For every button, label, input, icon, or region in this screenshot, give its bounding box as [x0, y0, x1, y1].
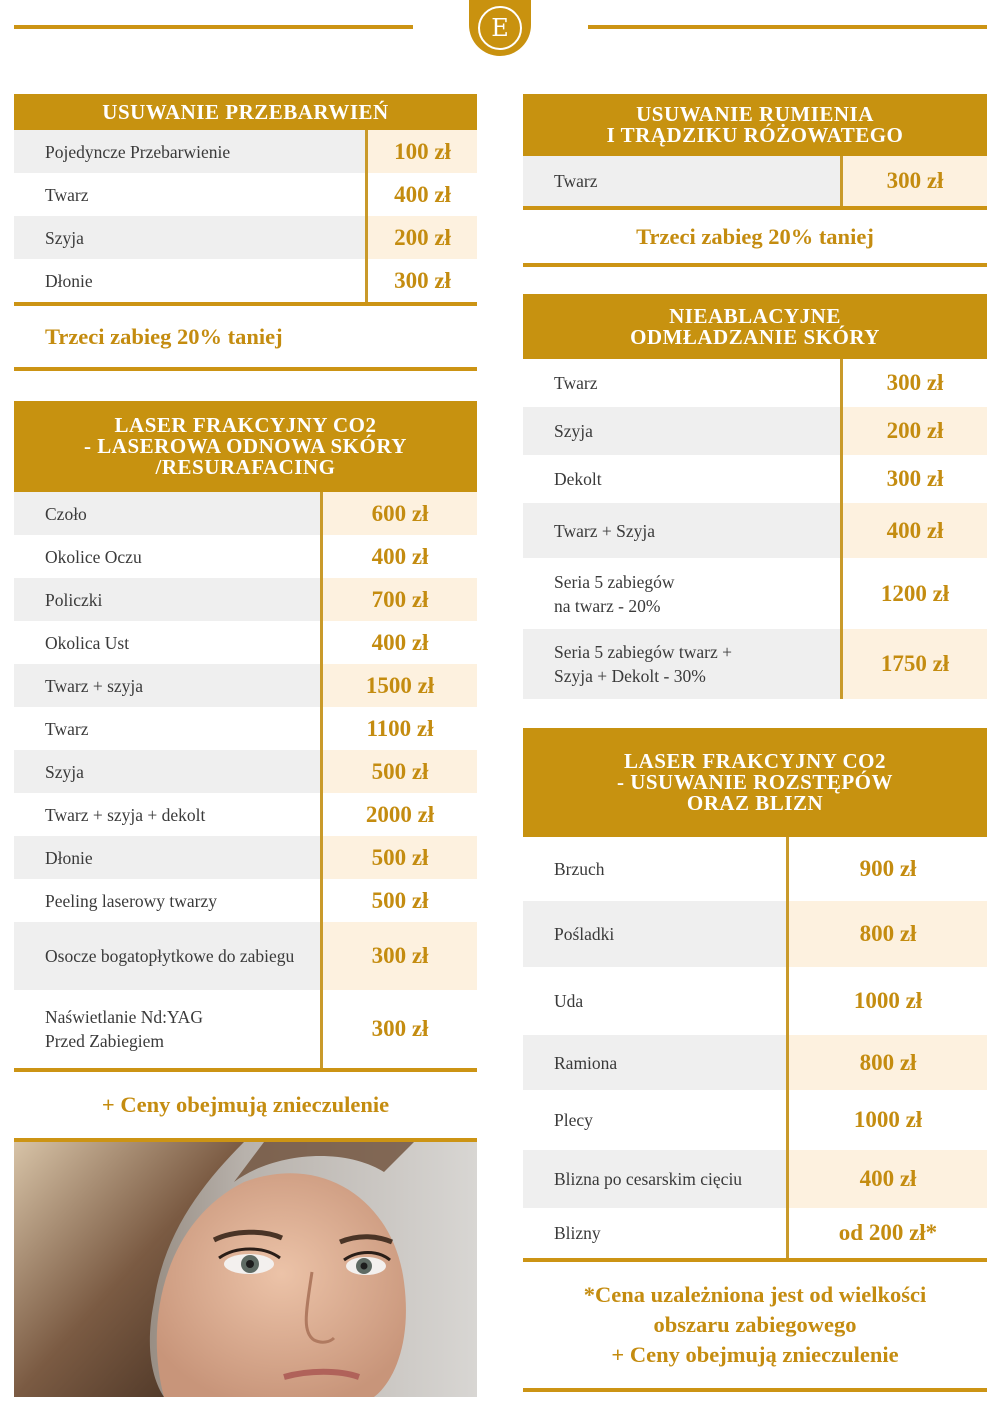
price-row [523, 901, 987, 967]
section-divider [523, 1388, 987, 1392]
row-name: Szyja [45, 227, 84, 248]
price-row [523, 967, 987, 1035]
row-name: Naświetlanie Nd:YAG Przed Zabiegiem [45, 1007, 203, 1051]
price-row [14, 664, 477, 707]
row-price: 300 zł [840, 359, 987, 407]
row-name: Blizny [554, 1223, 601, 1243]
row-name: Seria 5 zabiegów twarz + Szyja + Dekolt - 30% [554, 642, 732, 686]
price-row [14, 259, 477, 302]
price-row [523, 837, 987, 901]
section-divider [14, 367, 477, 371]
title-line: - LASEROWA ODNOWA SKÓRY [84, 434, 407, 458]
price-row [14, 836, 477, 879]
row-price: 400 zł [840, 503, 987, 558]
price-row [14, 990, 477, 1068]
price-row [14, 793, 477, 836]
footnote-line: + Ceny obejmują znieczulenie [611, 1342, 899, 1367]
price-row [14, 750, 477, 793]
row-name: Czoło [45, 503, 87, 524]
row-price: 100 zł [365, 130, 477, 173]
section-rozstepy [523, 728, 987, 1392]
footnote-line: *Cena uzależniona jest od wielkości [583, 1282, 927, 1307]
row-price: 400 zł [320, 535, 477, 578]
section-title [523, 94, 987, 156]
logo-badge [469, 0, 531, 56]
row-name: Ramiona [554, 1052, 618, 1073]
row-price: 600 zł [320, 492, 477, 535]
price-row [14, 578, 477, 621]
title-line: /RESURAFACING [155, 455, 336, 479]
discount-note: Trzeci zabieg 20% taniej [45, 323, 283, 349]
row-price: od 200 zł* [786, 1208, 987, 1258]
row-name: Twarz [554, 373, 598, 393]
section-przebarwienia [14, 94, 477, 371]
row-price: 1000 zł [786, 967, 987, 1035]
price-row [14, 621, 477, 664]
row-price: 200 zł [840, 407, 987, 455]
row-name: Pojedyncze Przebarwienie [45, 141, 231, 162]
row-name: Okolica Ust [45, 632, 130, 653]
section-title [523, 728, 987, 837]
row-price: 1750 zł [840, 629, 987, 699]
price-row [523, 1035, 987, 1090]
row-name: Twarz + szyja [45, 675, 144, 696]
row-price: 400 zł [365, 173, 477, 216]
portrait-photo [14, 1142, 477, 1397]
row-price: 800 zł [786, 901, 987, 967]
anesthesia-note: + Ceny obejmują znieczulenie [101, 1092, 390, 1117]
section-title [523, 294, 987, 359]
price-row [523, 629, 987, 699]
row-price: 900 zł [786, 837, 987, 901]
row-name: Okolice Oczu [45, 546, 142, 567]
row-price: 300 zł [840, 455, 987, 503]
row-name: Twarz [45, 718, 89, 739]
logo-letter: E [478, 6, 522, 50]
row-name: Brzuch [554, 859, 605, 879]
row-price: 2000 zł [320, 793, 477, 836]
price-row [523, 558, 987, 629]
row-name: Dłonie [45, 270, 93, 291]
row-name: Szyja [554, 421, 593, 441]
section-resurfacing [14, 401, 477, 1142]
title-line: NIEABLACYJNE [669, 303, 841, 328]
price-row [14, 922, 477, 990]
top-line-left [14, 25, 413, 29]
section-rumien [523, 94, 987, 267]
price-row [523, 359, 987, 407]
price-row [14, 173, 477, 216]
title-line: ORAZ BLIZN [686, 791, 824, 815]
title-line: ODMŁADZANIE SKÓRY [630, 324, 880, 349]
price-row [14, 492, 477, 535]
price-row [14, 535, 477, 578]
title-line: I TRĄDZIKU RÓŻOWATEGO [606, 123, 904, 147]
section-title [14, 94, 477, 130]
price-row [523, 1208, 987, 1258]
row-name: Pośladki [554, 924, 615, 944]
price-row [14, 130, 477, 173]
price-row [523, 156, 987, 206]
price-row [14, 879, 477, 922]
discount-note: Trzeci zabieg 20% taniej [636, 223, 874, 249]
price-row [523, 455, 987, 503]
row-name: Twarz [554, 171, 598, 191]
price-row [14, 707, 477, 750]
row-name: Policzki [45, 589, 103, 610]
footnote-line: obszaru zabiegowego [653, 1312, 857, 1337]
price-row [523, 1150, 987, 1208]
price-footnote [523, 1262, 987, 1388]
price-row [523, 407, 987, 455]
title-line: LASER FRAKCYJNY CO2 [624, 749, 886, 773]
row-price: 1500 zł [320, 664, 477, 707]
price-row [523, 503, 987, 558]
row-price: 300 zł [840, 156, 987, 206]
row-price: 200 zł [365, 216, 477, 259]
row-price: 1200 zł [840, 558, 987, 629]
price-row [14, 216, 477, 259]
row-price: 300 zł [320, 990, 477, 1068]
row-price: 300 zł [320, 922, 477, 990]
row-name: Uda [554, 991, 584, 1011]
title-line: USUWANIE PRZEBARWIEŃ [102, 99, 389, 124]
row-price: 1100 zł [320, 707, 477, 750]
section-title [14, 401, 477, 492]
row-name: Osocze bogatopłytkowe do zabiegu [45, 946, 295, 966]
row-price: 500 zł [320, 750, 477, 793]
row-name: Twarz + Szyja [554, 520, 655, 541]
row-name: Seria 5 zabiegów na twarz - 20% [554, 571, 675, 616]
row-name: Szyja [45, 761, 84, 782]
row-name: Dłonie [45, 847, 93, 868]
row-price: 800 zł [786, 1035, 987, 1090]
row-name: Plecy [554, 1110, 593, 1130]
row-name: Twarz + szyja + dekolt [45, 804, 206, 825]
title-line: USUWANIE RUMIENIA [636, 102, 874, 126]
row-name: Twarz [45, 184, 89, 205]
price-row [523, 1090, 987, 1150]
top-line-right [588, 25, 987, 29]
row-price: 400 zł [786, 1150, 987, 1208]
row-name: Peeling laserowy twarzy [45, 890, 218, 911]
title-line: - USUWANIE ROZSTĘPÓW [616, 770, 894, 794]
row-price: 700 zł [320, 578, 477, 621]
row-price: 1000 zł [786, 1090, 987, 1150]
row-price: 500 zł [320, 836, 477, 879]
row-price: 300 zł [365, 259, 477, 302]
row-price: 500 zł [320, 879, 477, 922]
row-price: 400 zł [320, 621, 477, 664]
section-odmladzanie [523, 294, 987, 699]
section-divider [523, 263, 987, 267]
row-name: Dekolt [554, 469, 602, 489]
row-name: Blizna po cesarskim cięciu [554, 1169, 743, 1189]
title-line: LASER FRAKCYJNY CO2 [114, 413, 377, 437]
